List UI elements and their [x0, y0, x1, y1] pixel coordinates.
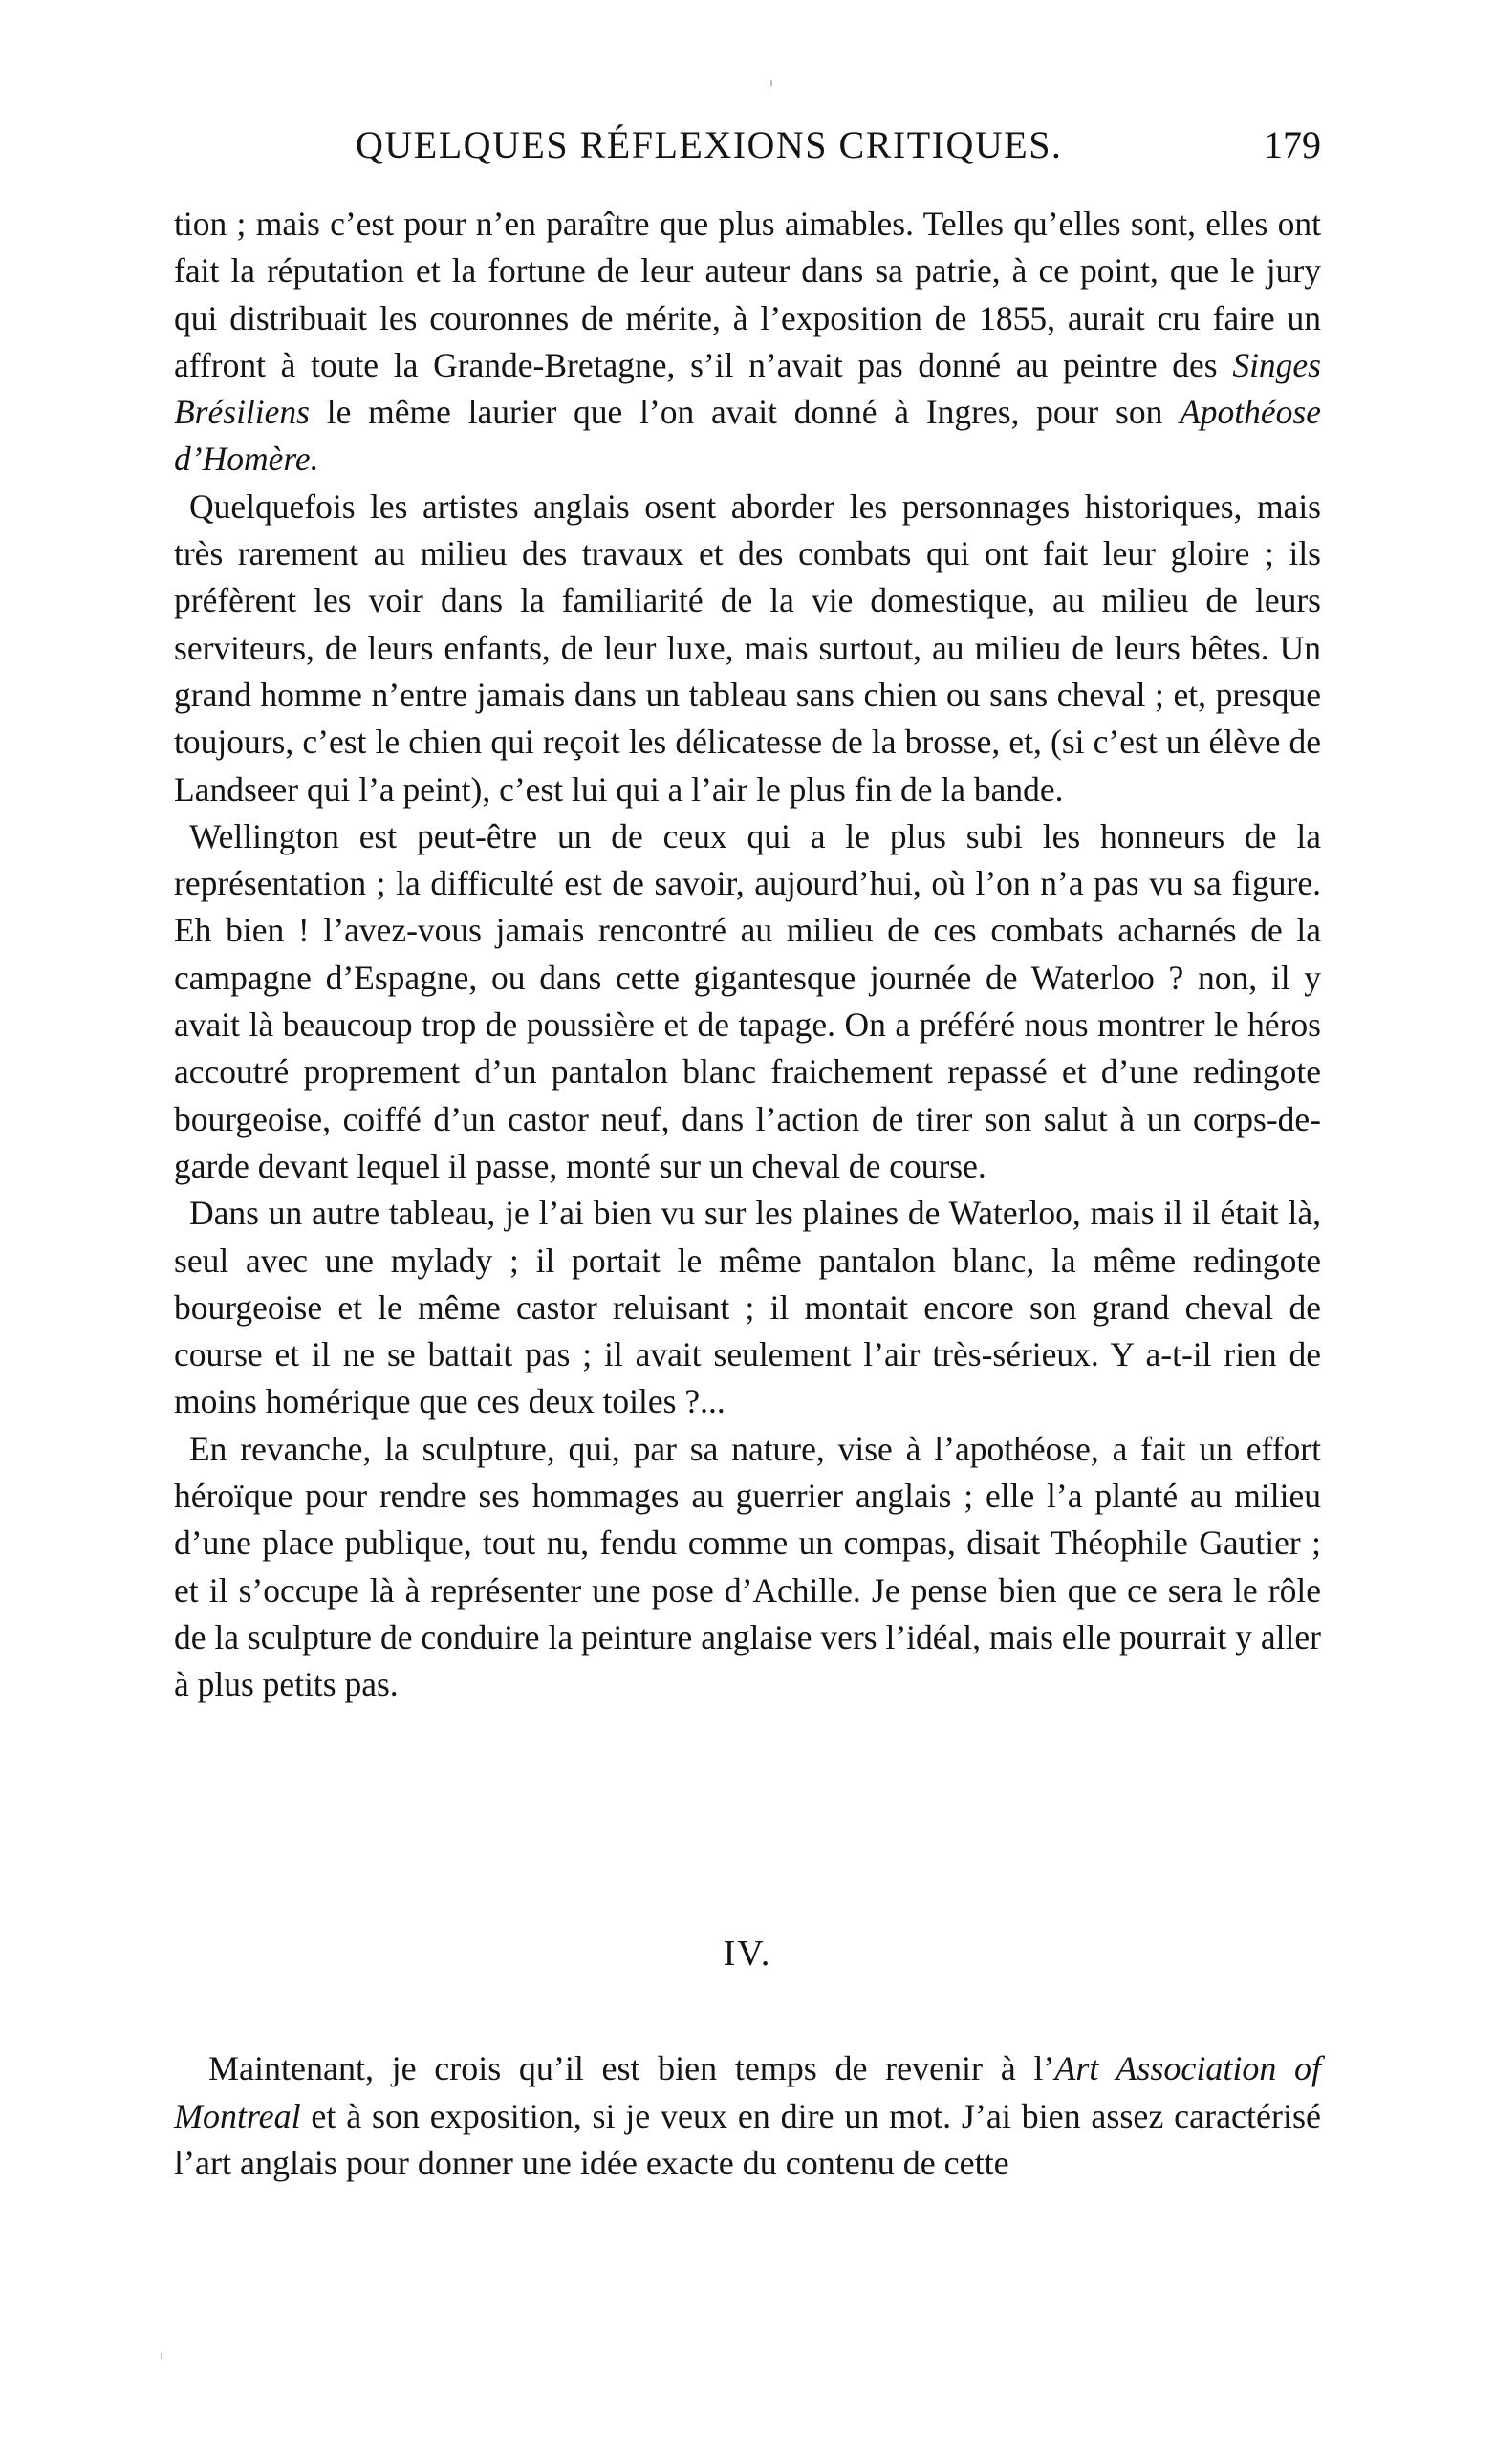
page-number: 179	[1264, 123, 1321, 166]
paragraph	[174, 2045, 1321, 2188]
scan-speck	[770, 80, 772, 86]
paragraph	[174, 1426, 1321, 1709]
section-heading: IV.	[723, 1934, 772, 1974]
running-title: QUELQUES RÉFLEXIONS CRITIQUES.	[356, 123, 1063, 166]
text-run: Dans un autre tableau, je l’ai bien vu sur les plaines de Waterloo, mais il il était là, seul avec une mylady ; il portait le même pantalon blanc, la même redingote bourgeoise et le même castor reluisant ; il montait encore son grand cheval de course et il ne se battait pas ; il avait seulement l’air très-sérieux. Y a-t-il rien de moins homérique que ces deux toiles ?...	[174, 1194, 1321, 1421]
italic-text: Art Association of Montreal	[174, 2049, 1321, 2135]
text-run: le même laurier que l’on avait donné à Ingres, pour son	[309, 393, 1181, 432]
text-run: Quelquefois les artistes anglais osent aborder les personnages historiques, mais très rarement au milieu des travaux et des combats qui ont fait leur gloire ; ils préfèrent les voir dans la familiarité de la vie domestique, au milieu de leurs serviteurs, de leurs enfants, de leur luxe, mais surtout, au milieu de leurs bêtes. Un grand homme n’entre jamais dans un tableau sans chien ou sans cheval ; et, presque toujours, c’est le chien qui reçoit les délicatesse de la brosse, et, (si c’est un élève de Landseer qui l’a peint), c’est lui qui a l’air le plus fin de la bande.	[174, 486, 1321, 809]
running-header	[174, 122, 1321, 180]
paragraph	[174, 813, 1321, 1190]
scan-speck	[161, 2353, 162, 2359]
text-run: En revanche, la sculpture, qui, par sa nature, vise à l’apothéose, a fait un effort héroïque pour rendre ses hommages au guerrier anglais ; elle l’a planté au milieu d’une place publique, tout nu, fendu comme un compas, disait Théophile Gautier ; et il s’occupe là à représenter une pose d’Achille. Je pense bien que ce sera le rôle de la sculpture de conduire la peinture anglaise vers l’idéal, mais elle pourrait y aller à plus petits pas.	[174, 1429, 1321, 1704]
paragraph	[174, 484, 1321, 813]
paragraph	[174, 201, 1321, 484]
body-text	[174, 201, 1321, 1709]
paragraph	[174, 1190, 1321, 1425]
text-run: Maintenant, je crois qu’il est bien temps de revenir à l’	[208, 2049, 1055, 2087]
italic-text: Apothéose d’Homère.	[174, 393, 1321, 479]
section-body-text	[174, 2045, 1321, 2188]
text-run: Wellington est peut-être un de ceux qui a le plus subi les honneurs de la représentation ; la difficulté est de savoir, aujourd’hui, où l’on n’a pas vu sa figure. Eh bien ! l’avez-vous jamais rencontré au milieu de ces combats acharnés de la campagne d’Espagne, ou dans cette gigantesque journée de Waterloo ? non, il y avait là beaucoup trop de poussière et de tapage. On a préféré nous montrer le héros accoutré proprement d’un pantalon blanc fraichement repassé et d’une redingote bourgeoise, coiffé d’un castor neuf, dans l’action de tirer son salut à un corps-de-garde devant lequel il passe, monté sur un cheval de course.	[174, 816, 1321, 1185]
text-run: tion ; mais c’est pour n’en paraître que plus aimables. Telles qu’elles sont, elles ont fait la réputation et la fortune de leur auteur dans sa patrie, à ce point, que le jury qui distribuait les couronnes de mérite, à l’exposition de 1855, aurait cru faire un affront à toute la Grande-Bretagne, s’il n’avait pas donné au peintre des	[174, 205, 1321, 384]
text-run: et à son exposition, si je veux en dire un mot. J’ai bien assez caractérisé l’art anglais pour donner une idée exacte du contenu de cette	[174, 2096, 1321, 2182]
italic-text: Singes Brésiliens	[174, 345, 1321, 432]
